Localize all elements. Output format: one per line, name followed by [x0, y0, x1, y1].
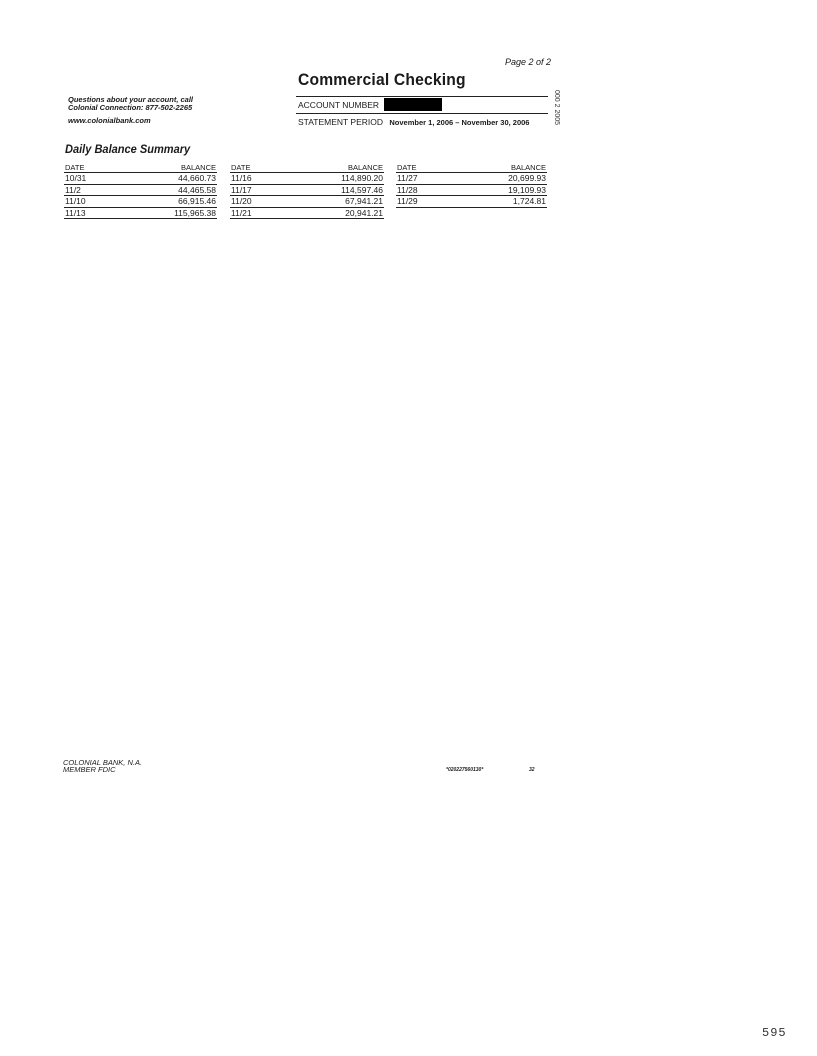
table-row: [230, 173, 384, 185]
redaction-bar: [384, 98, 442, 111]
table-row: [396, 196, 547, 208]
section-title: Daily Balance Summary: [65, 142, 191, 156]
bates-stamp: 595: [762, 1026, 787, 1040]
date-cell: 11/28: [396, 184, 458, 196]
table-row: [64, 184, 217, 196]
side-code: 000 2 2005: [553, 90, 560, 126]
balance-cell: 115,965.38: [126, 207, 217, 219]
sheet-number: 32: [529, 767, 535, 773]
contact-info: [68, 96, 193, 112]
balance-cell: 67,941.21: [292, 196, 384, 208]
table-row: [64, 207, 217, 219]
date-header: DATE: [396, 163, 458, 173]
balance-cell: 19,109.93: [458, 184, 547, 196]
table-row: [230, 196, 384, 208]
statement-period-value: November 1, 2006 – November 30, 2006: [389, 118, 530, 127]
contact-phone: Colonial Connection: 877-502-2265: [68, 103, 193, 112]
page-title: Commercial Checking: [298, 70, 466, 89]
balance-table-2: [230, 163, 384, 219]
balance-cell: 66,915.46: [126, 196, 217, 208]
website-link[interactable]: www.colonialbank.com: [68, 116, 151, 125]
statement-period-row: [298, 117, 529, 127]
contact-line: Questions about your account, call: [68, 95, 194, 104]
account-number-row: [296, 96, 548, 114]
balance-cell: 44,660.73: [126, 173, 217, 185]
date-cell: 11/20: [230, 196, 292, 208]
date-cell: 11/27: [396, 173, 458, 185]
balance-header: BALANCE: [458, 163, 547, 173]
date-cell: 11/10: [64, 196, 126, 208]
account-number-label: ACCOUNT NUMBER: [298, 100, 380, 110]
table-row: [396, 173, 547, 185]
table-row: [396, 184, 547, 196]
date-header: DATE: [230, 163, 292, 173]
date-cell: 11/13: [64, 207, 126, 219]
table-row: [230, 207, 384, 219]
table-row: [230, 184, 384, 196]
balance-cell: 20,699.93: [458, 173, 547, 185]
balance-header: BALANCE: [126, 163, 217, 173]
table-row: [64, 196, 217, 208]
balance-cell: 114,597.46: [292, 184, 384, 196]
balance-table-1: [64, 163, 217, 219]
date-cell: 10/31: [64, 173, 126, 185]
micr-code: *020227560130*: [446, 767, 484, 773]
member-fdic: MEMBER FDIC: [63, 765, 116, 774]
page-number: Page 2 of 2: [505, 57, 552, 67]
balance-cell: 20,941.21: [292, 207, 384, 219]
balance-cell: 1,724.81: [458, 196, 547, 208]
balance-cell: 44,465.58: [126, 184, 217, 196]
table-row: [64, 173, 217, 185]
statement-period-label: STATEMENT PERIOD: [298, 117, 384, 127]
bank-name: COLONIAL BANK, N.A.: [63, 758, 143, 767]
balance-header: BALANCE: [292, 163, 384, 173]
date-cell: 11/17: [230, 184, 292, 196]
date-cell: 11/16: [230, 173, 292, 185]
date-header: DATE: [64, 163, 126, 173]
bank-footer: [63, 759, 142, 773]
balance-table-3: [396, 163, 547, 208]
date-cell: 11/29: [396, 196, 458, 208]
date-cell: 11/21: [230, 207, 292, 219]
balance-cell: 114,890.20: [292, 173, 384, 185]
date-cell: 11/2: [64, 184, 126, 196]
